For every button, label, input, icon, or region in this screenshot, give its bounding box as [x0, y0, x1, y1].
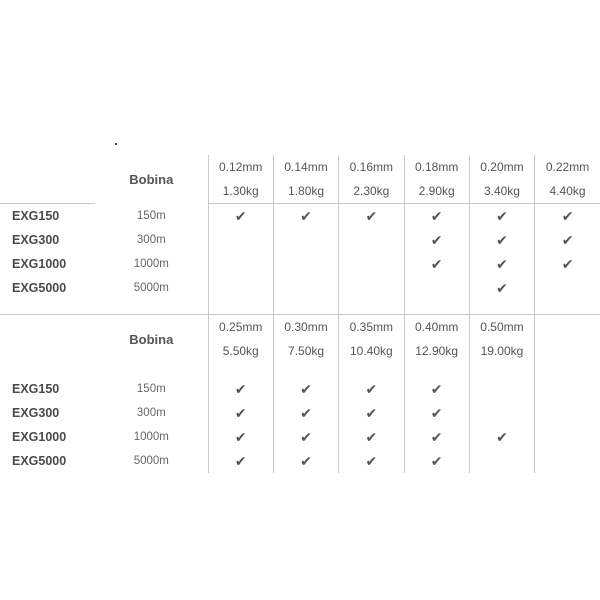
- check-icon: ✔: [208, 204, 273, 229]
- model-cell: EXG150: [12, 382, 60, 396]
- strength-cell: 12.90kg: [404, 339, 469, 363]
- length-cell: 5000m: [133, 455, 169, 467]
- check-icon: ✔: [339, 401, 404, 425]
- check-icon: [535, 449, 600, 473]
- strength-cell: 4.40kg: [535, 179, 600, 204]
- model-cell: EXG5000: [12, 454, 67, 468]
- diameter-cell: 0.40mm: [404, 315, 469, 340]
- strength-cell: [535, 339, 600, 363]
- check-icon: ✔: [469, 425, 534, 449]
- strength-cell: 2.90kg: [404, 179, 469, 204]
- length-cell: 5000m: [133, 282, 169, 294]
- table-row: [0, 377, 600, 401]
- diameter-cell: 0.16mm: [339, 155, 404, 179]
- table-row: [0, 401, 600, 425]
- section-2-strength-row: [0, 339, 600, 363]
- check-icon: ✔: [273, 425, 338, 449]
- diameter-cell: 0.30mm: [273, 315, 338, 340]
- check-icon: [208, 228, 273, 252]
- check-icon: ✔: [535, 228, 600, 252]
- section-separator: [0, 300, 600, 315]
- diameter-cell: 0.22mm: [535, 155, 600, 179]
- bobina-header: Bobina: [129, 331, 174, 347]
- table-row: [0, 252, 600, 276]
- check-icon: ✔: [208, 425, 273, 449]
- length-cell: 300m: [136, 234, 166, 246]
- check-icon: [339, 228, 404, 252]
- length-cell: 150m: [136, 383, 166, 395]
- diameter-cell: 0.50mm: [469, 315, 534, 340]
- diameter-cell: 0.18mm: [404, 155, 469, 179]
- check-icon: ✔: [273, 401, 338, 425]
- check-icon: [273, 252, 338, 276]
- check-icon: ✔: [404, 252, 469, 276]
- check-icon: ✔: [404, 425, 469, 449]
- check-icon: ✔: [404, 449, 469, 473]
- check-icon: ✔: [339, 377, 404, 401]
- check-icon: ✔: [404, 228, 469, 252]
- check-icon: ✔: [273, 377, 338, 401]
- model-cell: EXG300: [12, 233, 60, 247]
- length-cell: 1000m: [133, 258, 169, 270]
- table-row: [0, 425, 600, 449]
- diameter-cell: 0.20mm: [469, 155, 534, 179]
- check-icon: [208, 252, 273, 276]
- check-icon: ✔: [469, 252, 534, 276]
- diameter-cell: 0.35mm: [339, 315, 404, 340]
- table-row: [0, 228, 600, 252]
- strength-cell: 19.00kg: [469, 339, 534, 363]
- table-row: [0, 449, 600, 473]
- check-icon: [469, 401, 534, 425]
- strength-cell: 10.40kg: [339, 339, 404, 363]
- check-icon: [339, 276, 404, 300]
- check-icon: ✔: [404, 401, 469, 425]
- diameter-cell: 0.12mm: [208, 155, 273, 179]
- check-icon: ✔: [208, 401, 273, 425]
- check-icon: [273, 228, 338, 252]
- section-1-strength-row: [0, 179, 600, 204]
- model-cell: EXG150: [12, 209, 60, 223]
- strength-cell: 5.50kg: [208, 339, 273, 363]
- check-icon: [339, 252, 404, 276]
- section-2-spacer: [0, 363, 600, 377]
- check-icon: ✔: [404, 377, 469, 401]
- check-icon: ✔: [208, 377, 273, 401]
- check-icon: ✔: [208, 449, 273, 473]
- check-icon: ✔: [339, 449, 404, 473]
- diameter-cell: 0.25mm: [208, 315, 273, 340]
- section-1-diameter-row: [0, 155, 600, 179]
- check-icon: ✔: [469, 228, 534, 252]
- check-icon: ✔: [469, 204, 534, 229]
- section-2-diameter-row: [0, 315, 600, 340]
- check-icon: [469, 449, 534, 473]
- strength-cell: 3.40kg: [469, 179, 534, 204]
- check-icon: ✔: [339, 204, 404, 229]
- stray-dot: [115, 143, 117, 145]
- length-cell: 1000m: [133, 431, 169, 443]
- bobina-header: Bobina: [129, 171, 174, 187]
- check-icon: ✔: [535, 252, 600, 276]
- model-cell: EXG300: [12, 406, 60, 420]
- strength-cell: 7.50kg: [273, 339, 338, 363]
- table-row: [0, 276, 600, 300]
- diameter-cell: 0.14mm: [273, 155, 338, 179]
- strength-cell: 1.80kg: [273, 179, 338, 204]
- model-cell: EXG1000: [12, 257, 67, 271]
- check-icon: [404, 276, 469, 300]
- strength-cell: 1.30kg: [208, 179, 273, 204]
- model-cell: EXG5000: [12, 281, 67, 295]
- check-icon: [273, 276, 338, 300]
- check-icon: ✔: [404, 204, 469, 229]
- check-icon: [535, 401, 600, 425]
- length-cell: 150m: [136, 209, 166, 222]
- check-icon: [208, 276, 273, 300]
- check-icon: ✔: [535, 204, 600, 229]
- check-icon: ✔: [273, 449, 338, 473]
- table-row: [0, 204, 600, 229]
- check-icon: ✔: [273, 204, 338, 229]
- spec-table: [0, 155, 600, 473]
- diameter-cell: [535, 315, 600, 340]
- check-icon: ✔: [339, 425, 404, 449]
- check-icon: ✔: [469, 276, 534, 300]
- check-icon: [469, 377, 534, 401]
- length-cell: 300m: [136, 407, 166, 419]
- check-icon: [535, 425, 600, 449]
- strength-cell: 2.30kg: [339, 179, 404, 204]
- check-icon: [535, 377, 600, 401]
- model-cell: EXG1000: [12, 430, 67, 444]
- check-icon: [535, 276, 600, 300]
